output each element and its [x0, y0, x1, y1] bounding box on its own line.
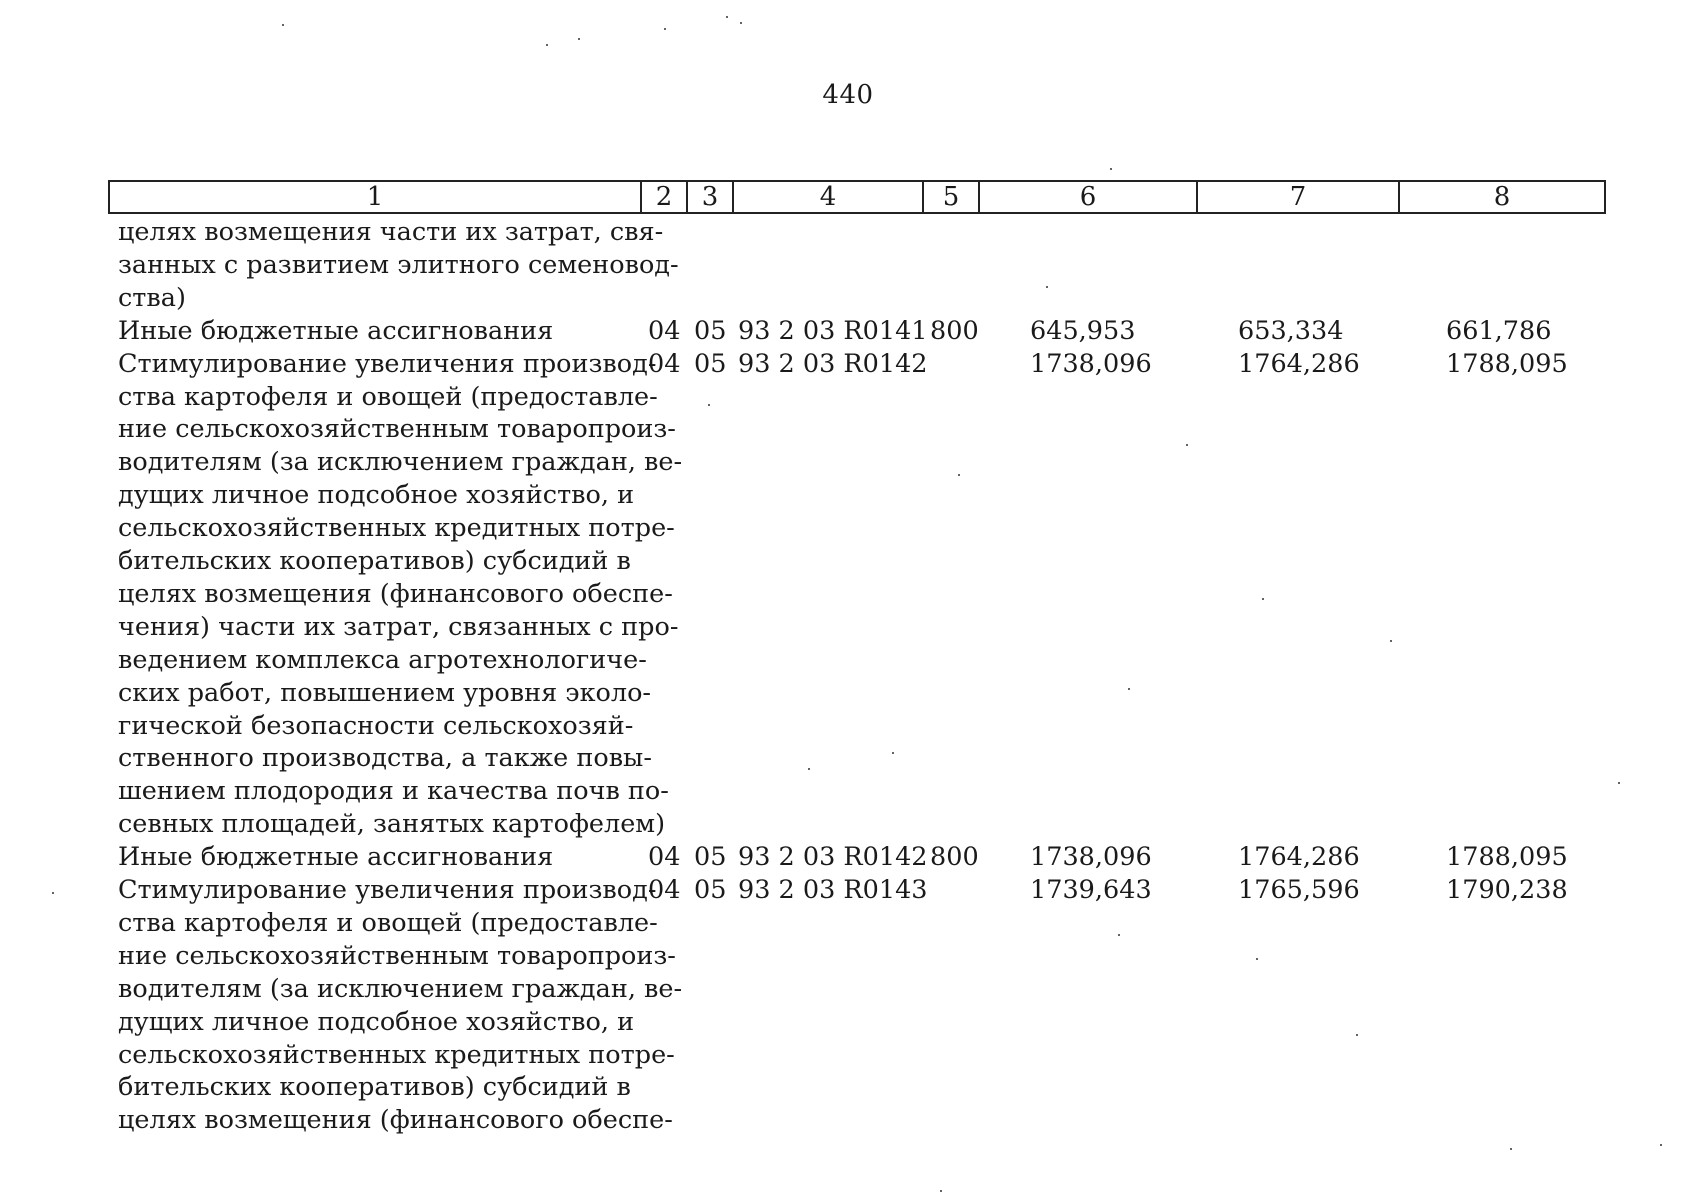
row-col-2: 04: [648, 842, 681, 873]
scan-speck: [546, 44, 548, 46]
row-col-2: 04: [648, 875, 681, 905]
row-col-8: 1788,095: [1446, 348, 1568, 379]
row-description-line: Иные бюджетные ассигнования: [118, 842, 554, 873]
scan-speck: [664, 28, 666, 30]
row-col-5: 800: [930, 315, 979, 346]
row-description-line: ние сельскохозяйственным товаропроиз-: [118, 940, 676, 971]
scan-speck: [1046, 286, 1048, 288]
row-description-line: водителям (за исключением граждан, ве-: [118, 447, 683, 478]
row-description: [118, 841, 628, 874]
scan-speck: [808, 768, 810, 770]
row-description-line: бительских кооперативов) субсидий в: [118, 546, 631, 577]
row-description-line: водителям (за исключением граждан, ве-: [118, 973, 683, 1004]
row-description-line: ских работ, повышением уровня эколо-: [118, 677, 652, 708]
scan-speck: [1128, 688, 1130, 690]
row-description-line: шением плодородия и качества почв по-: [118, 776, 669, 807]
scan-speck: [1660, 1144, 1662, 1146]
row-col-4: 93 2 03 R0141: [738, 315, 928, 346]
row-col-7: 1764,286: [1238, 348, 1360, 379]
row-col-3: 05: [694, 315, 727, 346]
row-description-line: севных площадей, занятых картофелем): [118, 809, 666, 840]
scan-speck: [726, 16, 728, 18]
scan-speck: [1510, 1148, 1512, 1150]
row-description-line: Стимулирование увеличения производ-: [118, 875, 657, 905]
row-col-2: 04: [648, 315, 681, 346]
row-col-4: 93 2 03 R0143: [738, 875, 928, 905]
scan-speck: [1618, 782, 1620, 784]
header-col-8: 8: [1493, 182, 1511, 212]
scan-speck: [940, 1190, 942, 1192]
scan-speck: [1256, 958, 1258, 960]
scan-speck: [1356, 1034, 1358, 1036]
row-col-7: 653,334: [1238, 315, 1344, 346]
row-col-8: 1788,095: [1446, 842, 1568, 873]
row-col-2: 04: [648, 348, 681, 379]
header-col-5: 5: [924, 182, 980, 212]
header-col-7: 7: [1198, 182, 1400, 212]
row-col-3: 05: [694, 348, 727, 379]
header-col-6: 6: [980, 182, 1198, 212]
row-col-7: 1765,596: [1238, 875, 1360, 905]
row-col-6: 645,953: [1030, 315, 1136, 346]
row-description-line: сельскохозяйственных кредитных потре-: [118, 1039, 675, 1070]
row-description-line: целях возмещения части их затрат, свя-: [118, 217, 664, 247]
page-number: 440: [822, 80, 874, 110]
scan-speck: [708, 404, 710, 406]
header-col-4: 4: [734, 182, 924, 212]
row-description-line: ние сельскохозяйственным товаропроиз-: [118, 414, 676, 445]
row-col-7: 1764,286: [1238, 842, 1360, 873]
row-description-line: занных с развитием элитного семеновод-: [118, 249, 679, 280]
scan-speck: [1118, 934, 1120, 936]
scan-speck: [282, 24, 284, 26]
row-description-line: целях возмещения (финансового обеспе-: [118, 578, 673, 609]
row-description: [118, 216, 679, 315]
row-description-line: ства картофеля и овощей (предоставле-: [118, 907, 658, 938]
row-col-3: 05: [694, 842, 727, 873]
scan-speck: [1262, 598, 1264, 600]
row-description: [118, 315, 628, 348]
row-description-line: бительских кооперативов) субсидий в: [118, 1072, 631, 1103]
scan-speck: [1110, 168, 1112, 170]
scan-speck: [52, 892, 54, 894]
row-col-4: 93 2 03 R0142: [738, 842, 928, 873]
row-description-line: гической безопасности сельскохозяй-: [118, 710, 634, 741]
row-description-line: ственного производства, а также повы-: [118, 743, 652, 774]
row-description-line: ведением комплекса агротехнологиче-: [118, 644, 647, 675]
header-col-2: 2: [642, 182, 688, 212]
row-col-5: 800: [930, 842, 979, 873]
scan-speck: [1186, 444, 1188, 446]
row-description-line: дущих личное подсобное хозяйство, и: [118, 480, 635, 511]
scan-speck: [578, 38, 580, 40]
row-col-8: 1790,238: [1446, 875, 1568, 905]
row-description-line: дущих личное подсобное хозяйство, и: [118, 1006, 635, 1037]
row-col-6: 1739,643: [1030, 875, 1152, 905]
scan-speck: [1390, 640, 1392, 642]
row-description-line: чения) части их затрат, связанных с про-: [118, 611, 679, 642]
row-col-6: 1738,096: [1030, 842, 1152, 873]
row-description-line: ства): [118, 282, 186, 313]
scan-speck: [740, 22, 742, 24]
row-description-line: целях возмещения (финансового обеспе-: [118, 1105, 673, 1136]
row-description-line: Стимулирование увеличения производ-: [118, 348, 657, 379]
row-col-4: 93 2 03 R0142: [738, 348, 928, 379]
header-col-1: 1: [110, 182, 642, 212]
row-description-line: ства картофеля и овощей (предоставле-: [118, 381, 658, 412]
row-col-3: 05: [694, 875, 727, 905]
row-description-line: Иные бюджетные ассигнования: [118, 315, 554, 346]
scan-speck: [958, 474, 960, 476]
header-col-3: 3: [688, 182, 734, 212]
row-col-8: 661,786: [1446, 315, 1552, 346]
row-col-6: 1738,096: [1030, 348, 1152, 379]
row-description-line: сельскохозяйственных кредитных потре-: [118, 513, 675, 544]
scan-speck: [892, 752, 894, 754]
